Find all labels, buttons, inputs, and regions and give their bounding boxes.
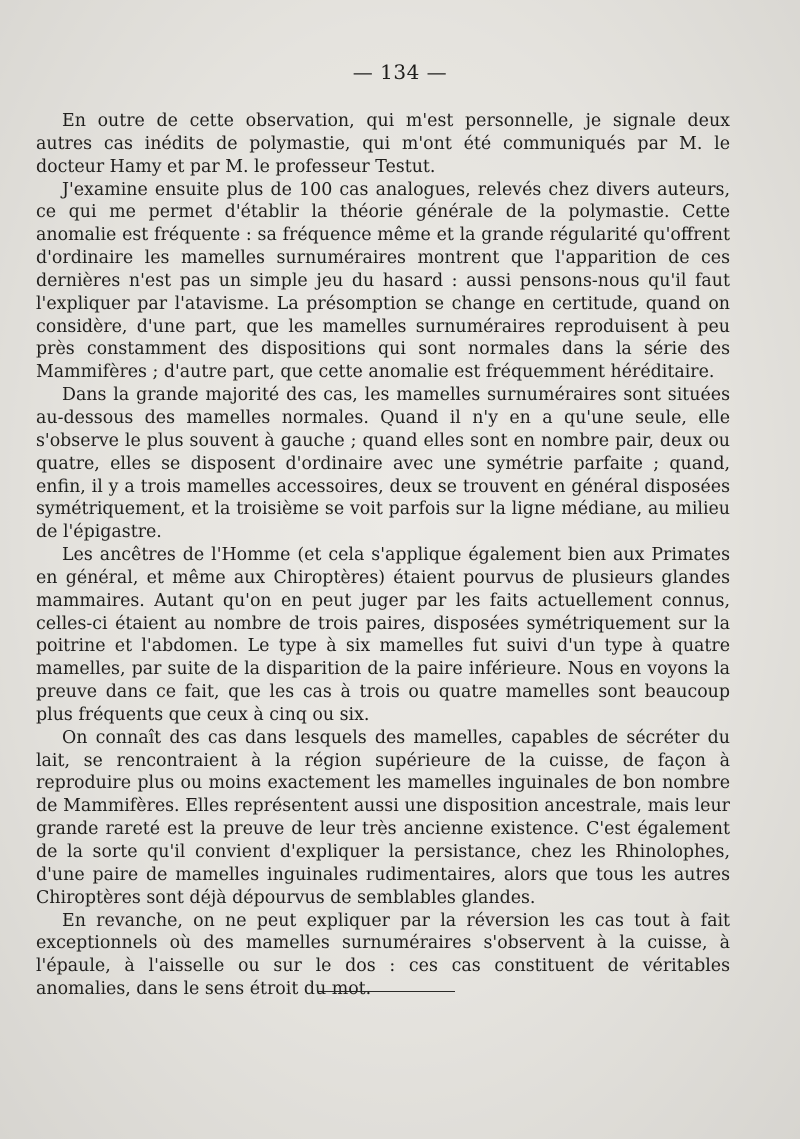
paragraph-1: En outre de cette observation, qui m'est personnelle, je signale deux autres cas inédits de polymastie, qui m'ont été communiqués par M. le docteur Hamy et par M. le professeur Testut. xyxy=(36,111,730,177)
paragraph-3: Dans la grande majorité des cas, les mamelles surnuméraires sont situées au-dessous des mamelles normales. Quand il n'y en a qu'une seule, elle s'observe le plus souvent à gauche ; quand elles sont en nombre pair, deux ou quatre, elles se disposent d'ordinaire avec une symétrie parfaite ; quand, enfin, il y a trois mamelles accessoires, deux se trouvent en général disposées symétriquement, et la troisième se voit parfois sur la ligne médiane, au milieu de l'épigastre. xyxy=(36,385,730,543)
body-text xyxy=(36,110,730,1001)
paragraph-4: Les ancêtres de l'Homme (et cela s'applique également bien aux Primates en général, et même aux Chiroptères) étaient pourvus de plusieurs glandes mammaires. Autant qu'on en peut juger par les faits actuellement connus, celles-ci étaient au nombre de trois paires, disposées symétriquement sur la poitrine et l'abdomen. Le type à six mamelles fut suivi d'un type à quatre mamelles, par suite de la disparition de la paire inférieure. Nous en voyons la preuve dans ce fait, que les cas à trois ou quatre mamelles sont beaucoup plus fréquents que ceux à cinq ou six. xyxy=(36,545,730,725)
paragraph-6: En revanche, on ne peut expliquer par la réversion les cas tout à fait exceptionnels où des mamelles surnuméraires s'observent à la cuisse, à l'épaule, à l'aisselle ou sur le dos : ces cas constituent de véritables anomalies, dans le sens étroit du mot. xyxy=(36,910,730,1000)
paragraph-5: On connaît des cas dans lesquels des mamelles, capables de sécréter du lait, se rencontraient à la région supérieure de la cuisse, de façon à reproduire plus ou moins exactement les mamelles inguinales de bon nombre de Mammifères. Elles représentent aussi une disposition ancestrale, mais leur grande rareté est la preuve de leur très ancienne existence. C'est également de la sorte qu'il convient d'expliquer la persistance, chez les Rhinolophes, d'une paire de mamelles inguinales rudimentaires, alors que tous les autres Chiroptères sont déjà dépourvus de semblables glandes. xyxy=(36,727,730,908)
paragraph-2: J'examine ensuite plus de 100 cas analogues, relevés chez divers auteurs, ce qui me permet d'établir la théorie générale de la polymastie. Cette anomalie est fréquente : sa fréquence même et la grande régularité qu'offrent d'ordinaire les mamelles surnuméraires montrent que l'apparition de ces dernières n'est pas un simple jeu du hasard : aussi pensons-nous qu'il faut l'expliquer par l'atavisme. La présomption se change en certitude, quand on considère, d'une part, que les mamelles surnuméraires reproduisent à peu près constamment des dispositions qui sont normales dans la série des Mammifères ; d'autre part, que cette anomalie est fréquemment héréditaire. xyxy=(36,179,730,383)
page-number: — 134 — xyxy=(352,60,448,84)
end-rule xyxy=(317,991,455,992)
